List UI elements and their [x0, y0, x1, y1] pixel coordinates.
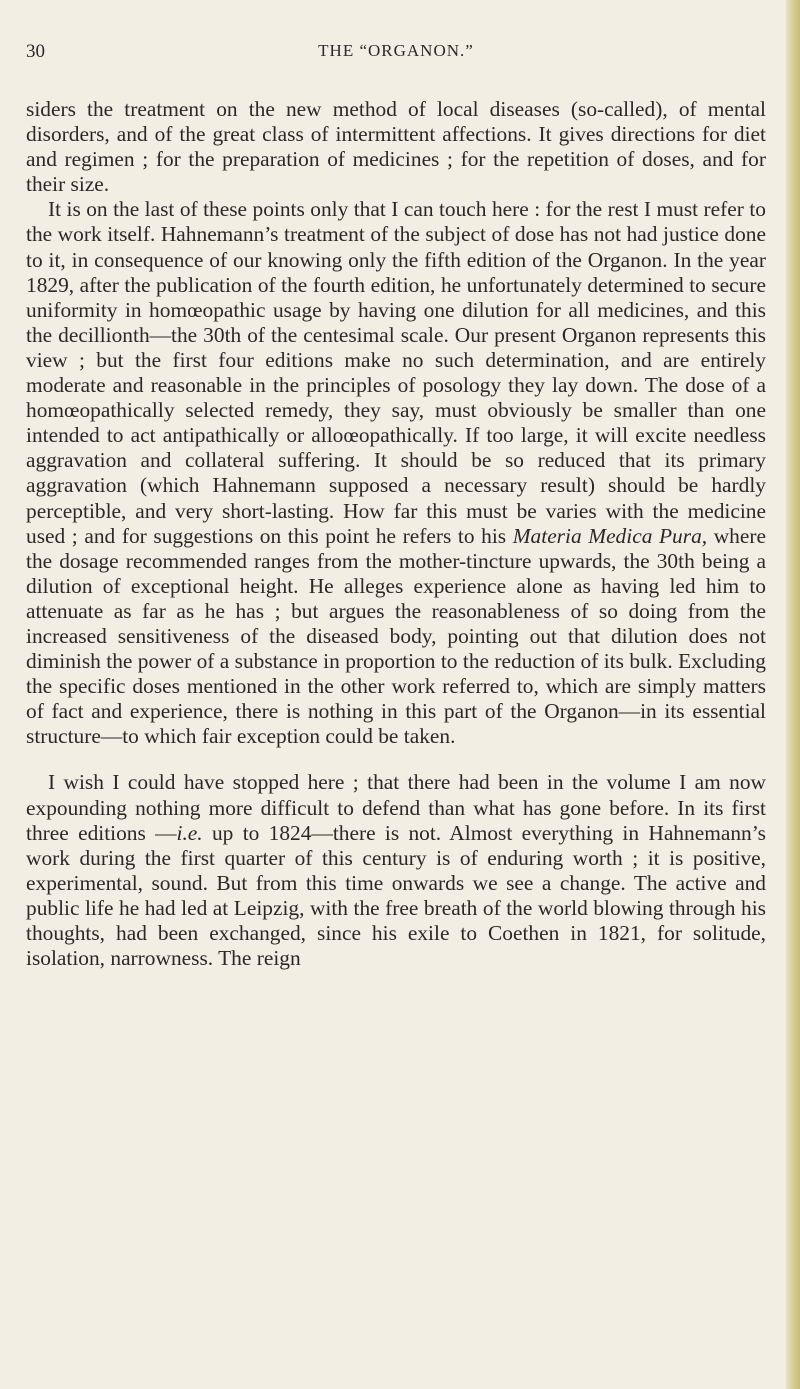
running-head	[26, 41, 766, 71]
paragraph-3-text-a: I wish I could have stopped here ; that there had been in the volume I am now expounding nothing more difficult to defend than what has gone before. In its first three editions —	[26, 770, 766, 845]
paragraph-3-text-b: up to 1824—there is not. Almost everything in Hahnemann’s work during the first quarter of this century is of enduring worth ; it is positive, experimental, sound. But from this time onwards we see a change. The active and public life he had led at Leipzig, with the free breath of the world blowing through his thoughts, had been exchanged, since his exile to Coethen in 1821, for solitude, isolation, narrowness. The reign	[26, 820, 766, 971]
paragraph-2	[26, 197, 766, 749]
paragraph-2-text-a: It is on the last of these points only that I can touch here : for the rest I must refer to the work itself. Hahnemann’s treatment of the subject of dose has not had justice done to it, in consequence of our knowing only the fifth edition of the Organon. In the year 1829, after the publication of the fourth edition, he unfortunately determined to secure uniformity in homœopathic usage by having one dilution for all medicines, and this the decillionth—the 30th of the centesimal scale. Our present Organon represents this view ; but the first four editions make no such determination, and are entirely moderate and reasonable in the principles of posology they lay down. The dose of a homœopathically selected remedy, they say, must obviously be smaller than one intended to act antipathically or alloœopathically. If too large, it will excite needless aggravation and collateral suffering. It should be so reduced that its primary aggravation (which Hahnemann supposed a necessary result) should be hardly perceptible, and very short-lasting. How far this must be varies with the medicine used ; and for suggestions on this point he refers to his	[26, 197, 766, 548]
abbreviation-ie: i.e.	[176, 820, 203, 845]
page-number: 30	[26, 41, 45, 62]
paragraph-2-text-b: where the dosage recommended ranges from the mother-tincture upwards, the 30th being a dilution of exceptional height. He alleges experience alone as having led him to attenuate as far as he has ; but argues the reasonableness of so doing from the increased sensitiveness of the diseased body, pointing out that dilution does not diminish the power of a substance in proportion to the reduction of its bulk. Excluding the specific doses mentioned in the other work referred to, which are simply matters of fact and experience, there is nothing in this part of the Organon—in its essential structure—to which fair exception could be taken.	[26, 523, 766, 749]
running-title: THE “ORGANON.”	[318, 41, 474, 60]
body-text	[26, 97, 766, 971]
paragraph-1: siders the treatment on the new method of local diseases (so-called), of mental disorders, and of the great class of intermittent affections. It gives directions for diet and regimen ; for the preparation of medicines ; for the repetition of doses, and for their size.	[26, 97, 766, 197]
page-edge	[786, 0, 800, 1389]
paragraph-3	[26, 770, 766, 971]
book-title-materia-medica: Materia Medica Pura,	[512, 523, 708, 548]
